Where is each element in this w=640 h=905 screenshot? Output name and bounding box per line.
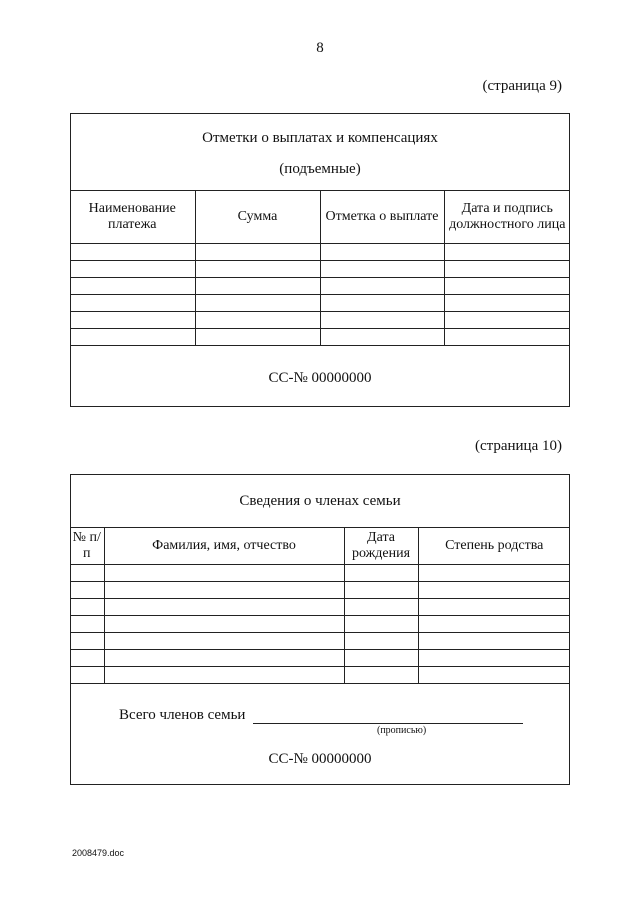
column-header-amount: Сумма	[195, 191, 320, 244]
total-members-label: Всего членов семьи	[119, 707, 246, 723]
column-header-number: № п/п	[70, 528, 104, 565]
document-reference: 2008479.doc	[72, 848, 125, 858]
payments-form	[70, 113, 570, 407]
table-row	[70, 295, 570, 312]
column-header-relationship: Степень родства	[418, 528, 570, 565]
payments-title: Отметки о выплатах и компенсациях	[202, 130, 438, 146]
column-header-date-signature: Дата и подпись должностного лица	[444, 191, 570, 244]
table-row	[70, 278, 570, 295]
table-row	[70, 616, 570, 633]
page-label-10: (страница 10)	[474, 438, 562, 454]
table-row	[70, 329, 570, 346]
column-header-birth-date: Дата рождения	[344, 528, 418, 565]
payments-subtitle: (подъемные)	[279, 161, 361, 177]
table-row	[70, 312, 570, 329]
table-row	[70, 633, 570, 650]
payments-table	[70, 190, 570, 346]
table-row	[70, 565, 570, 582]
table-row	[70, 261, 570, 278]
table-row	[70, 667, 570, 684]
column-header-full-name: Фамилия, имя, отчество	[104, 528, 344, 565]
total-members-hint: (прописью)	[377, 725, 427, 736]
table-row	[70, 650, 570, 667]
column-header-payment-name: Наименование платежа	[70, 191, 195, 244]
column-header-payment-mark: Отметка о выплате	[320, 191, 444, 244]
page-label-9: (страница 9)	[482, 78, 562, 94]
total-members-line	[119, 707, 523, 724]
family-form	[70, 474, 570, 785]
table-row	[70, 582, 570, 599]
payments-serial-number: СС-№ 00000000	[268, 370, 372, 386]
family-title: Сведения о членах семьи	[239, 493, 401, 509]
page-number: 8	[316, 40, 324, 56]
family-serial-number: СС-№ 00000000	[268, 751, 372, 767]
table-row	[70, 244, 570, 261]
total-members-field[interactable]	[253, 709, 523, 724]
table-row	[70, 599, 570, 616]
family-table	[70, 527, 570, 684]
